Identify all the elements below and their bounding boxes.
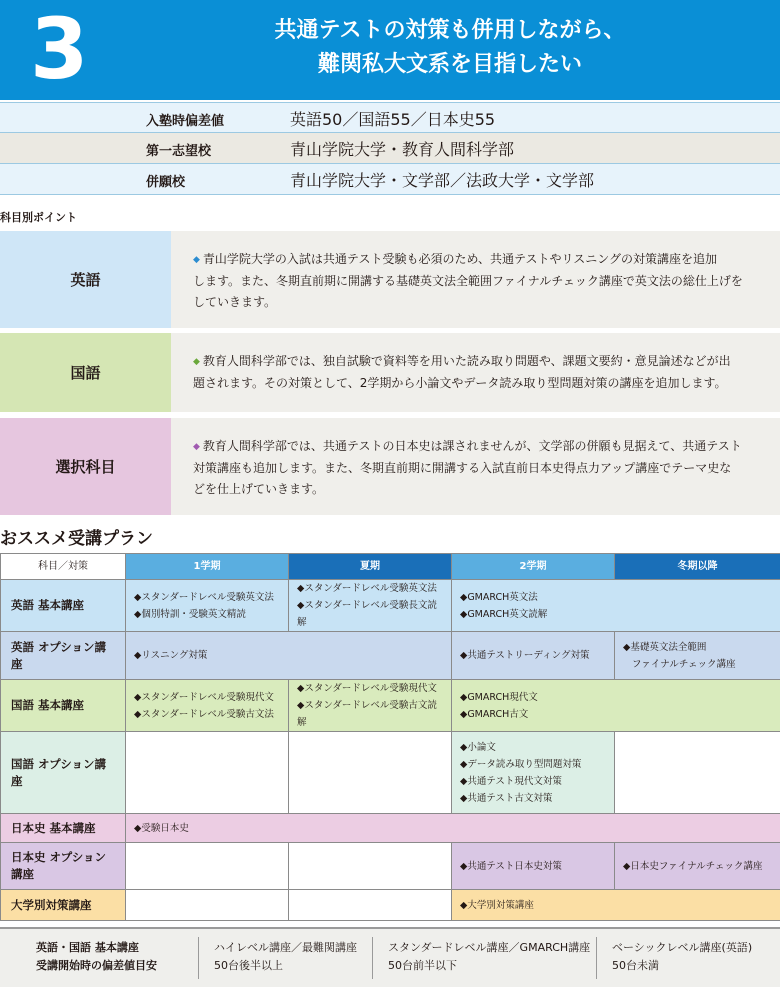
- course-item: ◆個別特訓・受験英文精読: [134, 608, 246, 620]
- course-item: ◆共通テスト現代文対策: [460, 775, 562, 787]
- course-item: ◆共通テスト日本史対策: [460, 860, 562, 872]
- course-cell: [452, 580, 780, 632]
- course-cell: [615, 843, 780, 890]
- profile-label: 第一志望校: [146, 144, 212, 159]
- legend-divider: [372, 937, 373, 979]
- diamond-bullet-icon: ◆: [193, 357, 200, 367]
- empty-cell: [126, 843, 289, 890]
- page-title: [170, 14, 730, 82]
- course-cell: [452, 680, 780, 732]
- course-item: ◆スタンダードレベル受験現代文: [134, 691, 274, 703]
- row-label: 日本史 基本講座: [1, 814, 126, 843]
- student-profile: [0, 102, 780, 195]
- course-cell: [452, 843, 615, 890]
- subject-point-japanese: [0, 333, 780, 412]
- plan-title: おススメ受講プラン: [0, 529, 153, 549]
- subject-tag: 国語: [0, 333, 171, 412]
- course-item: ◆スタンダードレベル受験英文法: [134, 591, 274, 603]
- description-line: ◆ 教育人間科学部では、共通テストの日本史は課されませんが、文学部の併願も見据えて、共通テスト: [193, 439, 742, 453]
- course-item: ◆GMARCH英文法: [460, 591, 538, 603]
- table-row: [1, 680, 780, 732]
- table-row: [1, 732, 780, 814]
- course-cell: [452, 732, 615, 814]
- profile-value: 青山学院大学・文学部／法政大学・文学部: [290, 171, 595, 190]
- course-item: ◆日本史ファイナルチェック講座: [623, 860, 763, 872]
- period-header: 夏期: [289, 554, 452, 580]
- course-cell: [452, 632, 615, 680]
- course-plan-table: [0, 553, 780, 921]
- profile-value: 英語50／国語55／日本史55: [290, 110, 496, 129]
- course-item: ファイナルチェック講座: [632, 658, 736, 670]
- row-label: 大学別対策講座: [1, 890, 126, 921]
- profile-label: 併願校: [146, 175, 186, 190]
- profile-row: [0, 102, 780, 133]
- course-item: ◆GMARCH英文読解: [460, 608, 548, 620]
- course-cell: [126, 632, 452, 680]
- subject-tag: 選択科目: [0, 418, 171, 515]
- course-item: ◆スタンダードレベル受験古文法: [134, 708, 274, 720]
- course-item: ◆GMARCH現代文: [460, 691, 538, 703]
- empty-cell: [289, 890, 452, 921]
- table-row: [1, 632, 780, 680]
- table-header-row: [1, 554, 780, 580]
- subject-description: [171, 333, 780, 412]
- row-label: 国語 基本講座: [1, 680, 126, 732]
- course-cell: [126, 580, 289, 632]
- legend-divider: [198, 937, 199, 979]
- course-item: ◆大学別対策講座: [460, 899, 534, 911]
- period-header: 1学期: [126, 554, 289, 580]
- course-cell: [289, 680, 452, 732]
- empty-cell: [126, 890, 289, 921]
- table-row: [1, 890, 780, 921]
- subject-description: [171, 418, 780, 515]
- course-item: ◆スタンダードレベル受験長文読解: [297, 600, 437, 628]
- row-label: 国語 オプション講座: [1, 732, 126, 814]
- course-item: ◆受験日本史: [134, 822, 189, 834]
- row-label: 日本史 オプション講座: [1, 843, 126, 890]
- subject-tag: 英語: [0, 231, 171, 328]
- header-banner: [0, 0, 780, 100]
- deviation-legend: [0, 927, 780, 987]
- empty-cell: [289, 732, 452, 814]
- course-cell: [289, 580, 452, 632]
- profile-label: 入塾時偏差値: [146, 114, 225, 129]
- description-line: していきます。: [193, 295, 277, 309]
- period-header: 2学期: [452, 554, 615, 580]
- course-cell: [126, 680, 289, 732]
- course-item: ◆データ読み取り型問題対策: [460, 758, 582, 770]
- course-cell: [615, 632, 780, 680]
- diamond-bullet-icon: ◆: [193, 255, 200, 265]
- row-label: 英語 オプション講座: [1, 632, 126, 680]
- subject-point-elective: [0, 418, 780, 515]
- course-cell: [452, 890, 780, 921]
- points-section-title: 科目別ポイント: [0, 211, 77, 224]
- subject-description: [171, 231, 780, 328]
- subject-point-english: [0, 231, 780, 328]
- legend-title: 英語・国語 基本講座 受講開始時の偏差値目安: [36, 941, 157, 972]
- legend-item: スタンダードレベル講座／GMARCH講座 50台前半以下: [388, 941, 591, 972]
- title-line-1: 共通テストの対策も併用しながら、: [274, 18, 626, 43]
- course-item: ◆スタンダードレベル受験現代文: [297, 683, 437, 694]
- table-row: [1, 580, 780, 632]
- course-item: ◆共通テスト古文対策: [460, 792, 553, 804]
- table-row: [1, 843, 780, 890]
- course-item: ◆小論文: [460, 741, 496, 753]
- description-line: ◆ 教育人間科学部では、独自試験で資料等を用いた読み取り問題や、課題文要約・意見論述などが出: [193, 354, 731, 368]
- course-item: ◆スタンダードレベル受験古文読解: [297, 700, 437, 728]
- course-item: ◆リスニング対策: [134, 650, 208, 661]
- course-item: ◆基礎英文法全範囲: [623, 641, 707, 653]
- empty-cell: [289, 843, 452, 890]
- course-cell: [126, 814, 780, 843]
- course-item: ◆スタンダードレベル受験英文法: [297, 583, 437, 594]
- profile-row: [0, 133, 780, 164]
- row-label: 英語 基本講座: [1, 580, 126, 632]
- table-row: [1, 814, 780, 843]
- legend-item: ベーシックレベル講座(英語) 50台未満: [612, 941, 753, 972]
- legend-item: ハイレベル講座／最難関講座 50台後半以上: [214, 941, 357, 972]
- profile-value: 青山学院大学・教育人間科学部: [290, 140, 515, 159]
- description-line: 対策講座も追加します。また、冬期直前期に開講する入試直前日本史得点力アップ講座でテーマ史な: [193, 461, 732, 475]
- legend-divider: [596, 937, 597, 979]
- diamond-bullet-icon: ◆: [193, 442, 200, 452]
- description-line: ◆ 青山学院大学の入試は共通テスト受験も必須のため、共通テストやリスニングの対策講座を追加: [193, 252, 718, 266]
- course-item: ◆GMARCH古文: [460, 708, 529, 720]
- empty-cell: [615, 732, 780, 814]
- description-line: どを仕上げていきます。: [193, 482, 325, 496]
- title-line-2: 難関私大文系を目指したい: [317, 52, 582, 77]
- case-number: 3: [30, 0, 89, 98]
- period-header: 冬期以降: [615, 554, 780, 580]
- corner-header: 科目／対策: [1, 554, 126, 580]
- profile-row: [0, 164, 780, 195]
- description-line: します。また、冬期直前期に開講する基礎英文法全範囲ファイナルチェック講座で英文法の総仕上げを: [193, 274, 743, 288]
- course-item: ◆共通テストリーディング対策: [460, 650, 590, 661]
- empty-cell: [126, 732, 289, 814]
- description-line: 題されます。その対策として、2学期から小論文やデータ読み取り型問題対策の講座を追加します。: [193, 376, 727, 390]
